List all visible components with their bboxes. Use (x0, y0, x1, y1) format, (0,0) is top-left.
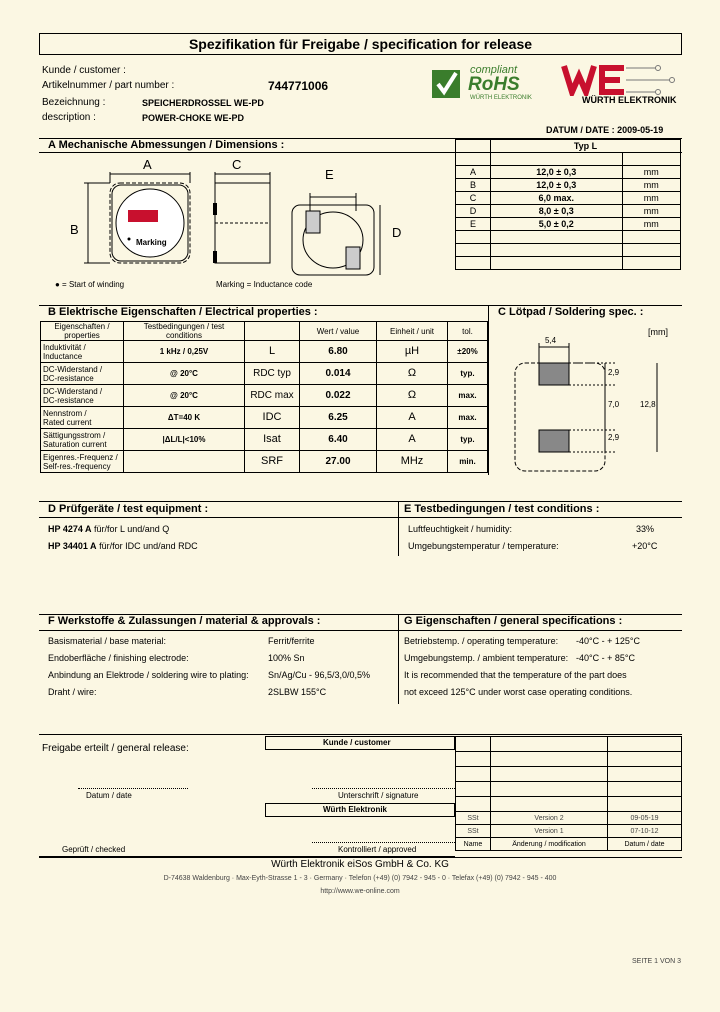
we-logo (560, 64, 684, 108)
rohs-logo (430, 64, 548, 104)
material-label-2: Endoberfläche / finishing electrode: (48, 653, 189, 663)
equipment-1: HP 4274 A für/for L und/and Q (48, 524, 170, 534)
material-value-4: 2SLBW 155°C (268, 687, 327, 697)
equipment-2: HP 34401 A für/for IDC und/and RDC (48, 541, 198, 551)
desc-value: POWER-CHOKE WE-PD (142, 113, 244, 123)
customer-header: Kunde / customer (323, 738, 391, 747)
title-bar (39, 33, 682, 55)
marking-label: Marking (136, 238, 167, 247)
dim-label-e: E (325, 167, 334, 182)
company-web: http://www.we-online.com (320, 888, 400, 895)
table-row: D 8,0 ± 0,3 mm (456, 205, 681, 218)
material-label-3: Anbindung an Elektrode / soldering wire to plating: (48, 670, 249, 680)
rohs-compliant-text: compliant (470, 64, 518, 76)
dim-pad-b: 2,9 (608, 433, 620, 442)
marking-note: Marking = Inductance code (216, 280, 313, 289)
temperature-label: Umgebungstemperatur / temperature: (408, 541, 559, 551)
wurth-header: Würth Elektronik (323, 805, 388, 814)
amb-temp-label: Umgebungstemp. / ambient temperature: (404, 653, 569, 663)
rohs-text: RoHS (468, 74, 520, 95)
desc-label: description : (42, 112, 96, 123)
material-label-1: Basismaterial / base material: (48, 636, 167, 646)
dim-label-d: D (392, 225, 402, 240)
section-d-title: D Prüfgeräte / test equipment : (48, 503, 209, 515)
temp-note-1: It is recommended that the temperature of the part does (404, 670, 627, 680)
rohs-sub-text: WÜRTH ELEKTRONIK (470, 95, 532, 101)
table-row: DC-Widerstand / DC-resistance @ 20°C RDC typ 0.014 Ω typ. (41, 363, 488, 385)
dimension-drawing (60, 155, 420, 290)
dim-label-a: A (143, 157, 152, 172)
section-c-title: C Lötpad / Soldering spec. : (498, 306, 644, 318)
dim-pad-a: 2,9 (608, 368, 620, 377)
typ-header: Typ L (491, 140, 681, 153)
approved-label: Kontrolliert / approved (338, 845, 417, 854)
electrical-table (40, 321, 488, 473)
we-logo-icon (560, 64, 684, 96)
table-row: Sättigungsstrom / Saturation current |ΔL/L|<10% Isat 6.40 A typ. (41, 429, 488, 451)
dim-pad-gap: 7,0 (608, 400, 620, 409)
humidity-label: Luftfeuchtigkeit / humidity: (408, 524, 513, 534)
table-row: B 12,0 ± 0,3 mm (456, 179, 681, 192)
amb-temp-value: -40°C - + 85°C (576, 653, 635, 663)
soldering-unit: [mm] (648, 327, 668, 337)
company-address: D-74638 Waldenburg · Max-Eyth-Strasse 1 - 3 · Germany · Telefon (+49) (0) 7942 - 945 - 0 · Telefax (+49) (0) 7942 - 945 - 400 (163, 875, 557, 882)
rev-col-name: Name (456, 838, 491, 851)
page-number: SEITE 1 VON 3 (632, 958, 682, 965)
general-release: Freigabe erteilt / general release: (42, 743, 189, 754)
temp-note-2: not exceed 125°C under worst case operating conditions. (404, 687, 633, 697)
col-properties: Eigenschaften / properties (41, 322, 124, 341)
table-row: Eigenres.-Frequenz / Self-res.-frequency SRF 27.00 MHz min. (41, 451, 488, 473)
dim-pad-total: 12,8 (640, 400, 656, 409)
company-name: Würth Elektronik eiSos GmbH & Co. KG (271, 859, 449, 870)
table-row: SSt Version 2 09-05-19 (456, 812, 682, 825)
op-temp-label: Betriebstemp. / operating temperature: (404, 636, 559, 646)
material-label-4: Draht / wire: (48, 687, 97, 697)
humidity-value: 33% (636, 524, 655, 534)
dim-label-b: B (70, 222, 79, 237)
we-logo-text: WÜRTH ELEKTRONIK (582, 95, 677, 105)
material-value-3: Sn/Ag/Cu - 96,5/3,0/0,5% (268, 670, 371, 680)
dim-label-c: C (232, 157, 242, 172)
dim-pad-width: 5,4 (545, 336, 557, 345)
table-row: A 12,0 ± 0,3 mm (456, 166, 681, 179)
page-title: Spezifikation für Freigabe / specification for release (188, 36, 533, 52)
rev-col-change: Änderung / modification (491, 838, 608, 851)
dimensions-table (455, 139, 681, 270)
material-value-2: 100% Sn (268, 653, 305, 663)
customer-label: Kunde / customer : (42, 65, 126, 76)
table-row: DC-Widerstand / DC-resistance @ 20°C RDC max 0.022 Ω max. (41, 385, 488, 407)
checked-label: Geprüft / checked (62, 845, 126, 854)
section-b-title: B Elektrische Eigenschaften / Electrical properties : (48, 306, 318, 318)
temperature-value: +20°C (632, 541, 658, 551)
revision-table (455, 736, 682, 851)
col-unit: Einheit / unit (377, 322, 448, 341)
table-row: E 5,0 ± 0,2 mm (456, 218, 681, 231)
table-row: SSt Version 1 07-10-12 (456, 825, 682, 838)
bez-value: SPEICHERDROSSEL WE-PD (142, 98, 264, 108)
col-value: Wert / value (300, 322, 377, 341)
section-f-title: F Werkstoffe & Zulassungen / material & approvals : (48, 615, 321, 627)
op-temp-value: -40°C - + 125°C (576, 636, 640, 646)
table-row: Nennstrom / Rated current ΔT=40 K IDC 6.25 A max. (41, 407, 488, 429)
material-value-1: Ferrit/ferrite (268, 636, 315, 646)
bez-label: Bezeichnung : (42, 97, 106, 108)
part-label: Artikelnummer / part number : (42, 80, 175, 91)
part-number: 744771006 (268, 79, 329, 93)
rev-col-date: Datum / date (608, 838, 682, 851)
release-date: DATUM / DATE : 2009-05-19 (546, 125, 664, 135)
table-row: C 6,0 max. mm (456, 192, 681, 205)
signature-label-1: Unterschrift / signature (338, 791, 419, 800)
date-label-1: Datum / date (86, 791, 132, 800)
col-tol: tol. (448, 322, 488, 341)
section-a-title: A Mechanische Abmessungen / Dimensions : (48, 139, 285, 151)
section-e-title: E Testbedingungen / test conditions : (404, 503, 600, 515)
section-g-title: G Eigenschaften / general specifications : (404, 615, 623, 627)
table-row: Induktivität / Inductance 1 kHz / 0,25V L 6.80 µH ±20% (41, 341, 488, 363)
col-conditions: Testbedingungen / test conditions (124, 322, 245, 341)
start-winding-note: ● = Start of winding (55, 280, 125, 289)
